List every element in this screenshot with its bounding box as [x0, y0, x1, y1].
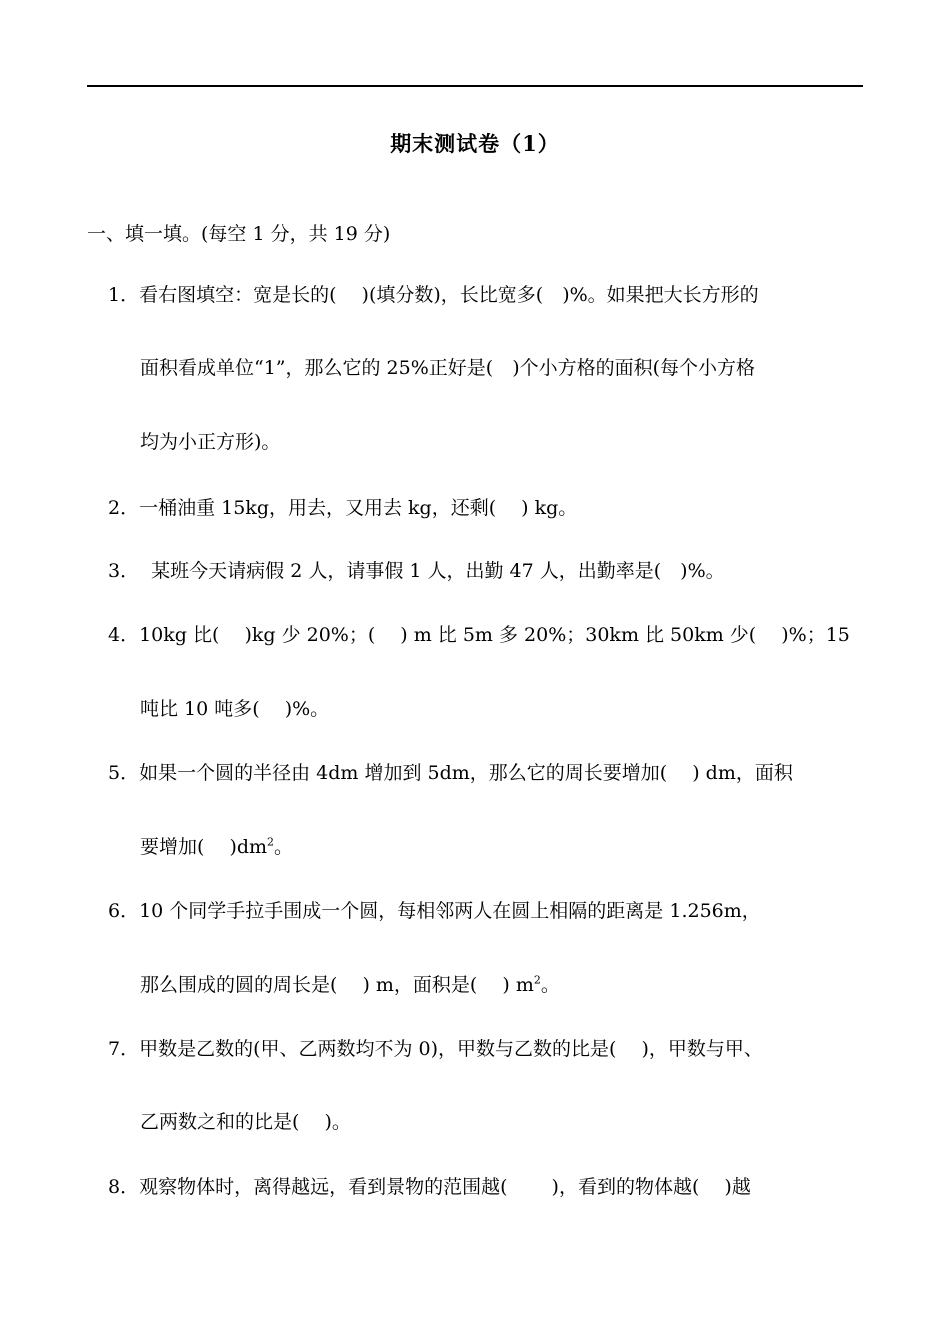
- question-text: 那么围成的圆的周长是( ) m，面积是( ) m: [140, 974, 534, 996]
- question-text: 甲数是乙数的(甲、乙两数均不为 0)，甲数与乙数的比是( )，甲数与甲、: [139, 1038, 763, 1060]
- question-1-line-3: 均为小正方形)。: [140, 431, 281, 453]
- question-5: [108, 760, 793, 786]
- question-text: 10 个同学手拉手围成一个圆，每相邻两人在圆上相隔的距离是 1.256m，: [139, 900, 761, 922]
- superscript: 2: [533, 973, 541, 987]
- section-heading: 一、填一填。(每空 1 分，共 19 分): [87, 223, 391, 245]
- question-number: 6．: [108, 900, 140, 922]
- question-8: [108, 1174, 751, 1200]
- question-text: 。: [540, 974, 560, 996]
- question-4: [108, 622, 850, 648]
- question-text: 10kg 比( )kg 少 20%；( ) m 比 5m 多 20%；30km 比 50km 少( )%；15: [139, 624, 850, 646]
- question-6: [108, 898, 761, 924]
- question-4-line-2: 吨比 10 吨多( )%。: [140, 698, 330, 720]
- question-2: [108, 495, 577, 521]
- question-text: 一桶油重 15kg，用去，又用去 kg，还剩( ) kg。: [139, 497, 578, 519]
- question-number: 7．: [108, 1038, 140, 1060]
- question-text: 。: [274, 836, 294, 858]
- question-text: 看右图填空：宽是长的( )(填分数)，长比宽多( )%。如果把大长方形的: [139, 284, 759, 306]
- question-text: 要增加( )dm: [140, 836, 268, 858]
- question-7-line-2: 乙两数之和的比是( )。: [140, 1111, 351, 1133]
- question-number: 8．: [108, 1176, 140, 1198]
- question-6-line-2: [140, 972, 560, 998]
- question-5-line-2: [140, 834, 293, 860]
- question-number: 2．: [108, 497, 140, 519]
- page-title: 期末测试卷（1）: [390, 131, 560, 156]
- question-1-line-2: 面积看成单位“1”，那么它的 25%正好是( )个小方格的面积(每个小方格: [140, 357, 756, 379]
- superscript: 2: [267, 835, 275, 849]
- question-7: [108, 1036, 763, 1062]
- question-number: 3．: [108, 560, 140, 582]
- header-rule: [87, 85, 863, 87]
- question-3: [108, 558, 725, 584]
- question-1: [108, 282, 759, 308]
- question-text: 某班今天请病假 2 人，请事假 1 人，出勤 47 人，出勤率是( )%。: [139, 560, 725, 582]
- question-number: 4．: [108, 624, 140, 646]
- question-text: 观察物体时，离得越远，看到景物的范围越( )，看到的物体越( )越: [139, 1176, 751, 1198]
- question-number: 1．: [108, 284, 140, 306]
- question-text: 如果一个圆的半径由 4dm 增加到 5dm，那么它的周长要增加( ) dm，面积: [139, 762, 793, 784]
- question-number: 5．: [108, 762, 140, 784]
